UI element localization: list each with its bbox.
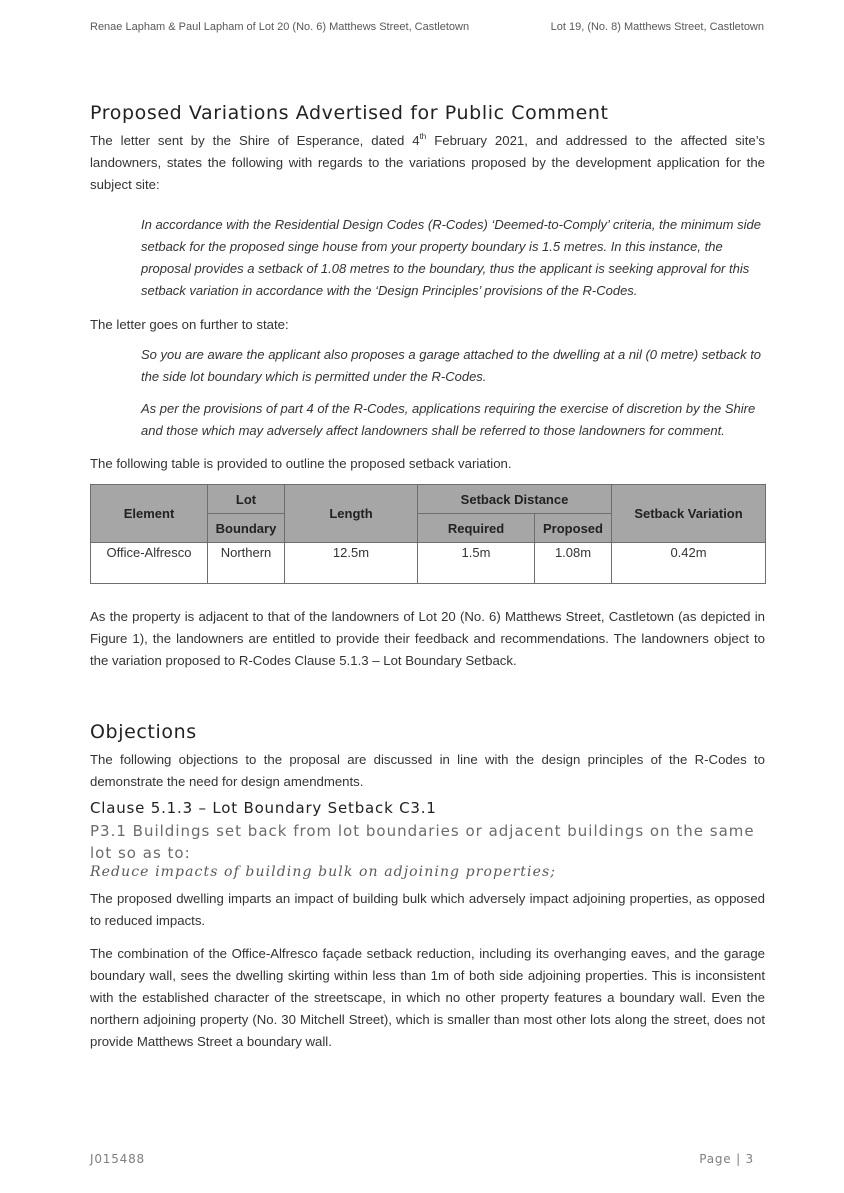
- header-right: Lot 19, (No. 8) Matthews Street, Castletown: [550, 21, 764, 33]
- section-title-variations: Proposed Variations Advertised for Public Comment: [90, 102, 609, 124]
- quote-provisions: As per the provisions of part 4 of the R-Codes, applications requiring the exercise of discretion by the Shire and those which may adversely affect landowners shall be referred to those landowners for comment.: [141, 401, 756, 438]
- col-setback-distance: Setback Distance: [418, 485, 612, 514]
- col-length: Length: [285, 485, 418, 543]
- col-setback-variation: Setback Variation: [612, 485, 766, 543]
- intro-paragraph: [90, 130, 765, 196]
- table-row: [91, 543, 766, 584]
- page-content: [90, 102, 765, 1053]
- intro-sup: th: [419, 131, 427, 141]
- cell-boundary: Northern: [208, 543, 285, 584]
- document-reference: J015488: [90, 1152, 145, 1166]
- col-boundary: Boundary: [208, 514, 285, 543]
- objections-intro: The following objections to the proposal are discussed in line with the design principles of the R-Codes to demonstrate the need for design amendments.: [90, 752, 765, 789]
- cell-element: Office-Alfresco: [91, 543, 208, 584]
- further-paragraph: The letter goes on further to state:: [90, 317, 289, 332]
- table-header-row: [91, 485, 766, 514]
- quote-setback: In accordance with the Residential Design Codes (R-Codes) ‘Deemed-to-Comply’ criteria, the minimum side setback for the proposed singe house from your property boundary is 1.5 metres. In this instance, the proposal provides a setback of 1.08 metres to the boundary, thus the applicant is seeking approval for this setback variation in accordance with the ‘Design Principles’ provisions of the R-Codes.: [141, 217, 761, 298]
- design-principle-heading: P3.1 Buildings set back from lot boundaries or adjacent buildings on the same lot so as to:: [90, 822, 755, 862]
- clause-heading: Clause 5.1.3 – Lot Boundary Setback C3.1: [90, 799, 437, 817]
- objection-paragraph-2: The combination of the Office-Alfresco façade setback reduction, including its overhanging eaves, and the garage boundary wall, sees the dwelling skirting within less than 1m of both side adjoining properties. This is inconsistent with the established character of the streetscape, in which no other property features a boundary wall. Even the northern adjoining property (No. 30 Mitchell Street), which is smaller than most other lots along the street, does not provide Matthews Street a boundary wall.: [90, 946, 765, 1049]
- cell-length: 12.5m: [285, 543, 418, 584]
- intro-text-b: February 2021, and addressed to the affected site’s landowners, states the following with regards to the variations proposed by the development application for the subject site:: [90, 133, 765, 192]
- header-left: Renae Lapham & Paul Lapham of Lot 20 (No. 6) Matthews Street, Castletown: [90, 21, 470, 33]
- page-footer: [90, 1152, 754, 1166]
- after-table-paragraph: As the property is adjacent to that of the landowners of Lot 20 (No. 6) Matthews Street, Castletown (as depicted in Figure 1), the landowners are entitled to provide their feedback and recommendations. The landowners object to the variation proposed to R-Codes Clause 5.1.3 – Lot Boundary Setback.: [90, 609, 765, 668]
- col-required: Required: [418, 514, 535, 543]
- table-intro: The following table is provided to outline the proposed setback variation.: [90, 456, 512, 471]
- section-title-objections: Objections: [90, 721, 197, 743]
- intro-text-a: The letter sent by the Shire of Esperance, dated 4: [90, 133, 420, 148]
- quote-garage: So you are aware the applicant also proposes a garage attached to the dwelling at a nil (0 metre) setback to the side lot boundary which is permitted under the R-Codes.: [141, 347, 762, 384]
- principle-subheading: Reduce impacts of building bulk on adjoining properties;: [90, 864, 557, 880]
- cell-required: 1.5m: [418, 543, 535, 584]
- col-proposed: Proposed: [535, 514, 612, 543]
- objection-paragraph-1: The proposed dwelling imparts an impact of building bulk which adversely impact adjoining properties, as opposed to reduced impacts.: [90, 891, 765, 928]
- page-number: Page | 3: [699, 1152, 754, 1166]
- col-element: Element: [91, 485, 208, 543]
- setback-table: [90, 484, 766, 584]
- page-header: [90, 21, 764, 33]
- cell-proposed: 1.08m: [535, 543, 612, 584]
- cell-variation: 0.42m: [612, 543, 766, 584]
- col-lot: Lot: [208, 485, 285, 514]
